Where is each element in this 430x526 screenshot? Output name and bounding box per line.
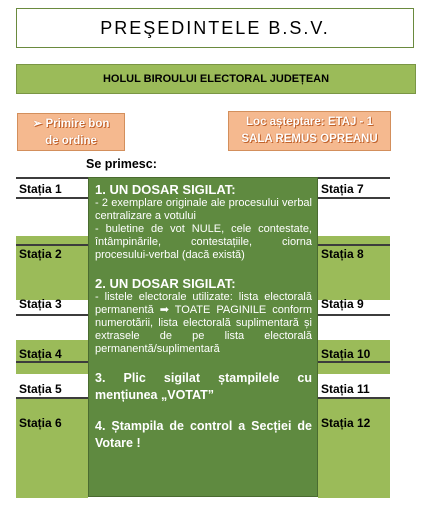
station-4-label: Stația 4 bbox=[19, 347, 62, 361]
station-6-label: Stația 6 bbox=[19, 416, 62, 430]
separator-line bbox=[16, 197, 88, 199]
station-bg bbox=[16, 398, 88, 498]
station-10-label: Stația 10 bbox=[321, 347, 371, 361]
separator-line bbox=[318, 197, 390, 199]
loc-line1: Loc așteptare: ETAJ - 1 bbox=[246, 116, 373, 128]
item2-text-a: - listele electorale utilizate: lista electorală permanentă ➡ TOATE PAGINILE conform numerotării, lista electorală suplimentară și extrasele de pe lista electorală permanentă/suplimentară bbox=[95, 291, 312, 355]
station-1-label: Stația 1 bbox=[19, 182, 62, 196]
item4-text: 4. Ștampila de control a Secției de Votare ! bbox=[95, 419, 312, 450]
page-subtitle: HOLUL BIROULUI ELECTORAL JUDEȚEAN bbox=[16, 64, 416, 94]
station-bg bbox=[318, 398, 390, 498]
separator-line bbox=[318, 314, 390, 316]
station-5-label: Stația 5 bbox=[19, 382, 62, 396]
se-primesc-label: Se primesc: bbox=[86, 157, 157, 171]
item1-text-b: - buletine de vot NULE, cele contestate, întâmpinările, contestațiile, ciorna procesului-verbal (dacă există) bbox=[95, 223, 312, 261]
station-8-label: Stația 8 bbox=[321, 247, 364, 261]
primire-bon-box bbox=[17, 113, 125, 151]
station-7-label: Stația 7 bbox=[321, 182, 364, 196]
station-2-label: Stația 2 bbox=[19, 247, 62, 261]
primire-line1: Primire bon bbox=[45, 118, 110, 130]
station-12-label: Stația 12 bbox=[321, 416, 371, 430]
separator-line bbox=[16, 361, 88, 363]
separator-line bbox=[318, 397, 390, 399]
station-3-label: Stația 3 bbox=[19, 297, 62, 311]
station-11-label: Stația 11 bbox=[321, 382, 370, 396]
primire-line2: de ordine bbox=[45, 135, 97, 147]
station-9-label: Stația 9 bbox=[321, 297, 364, 311]
loc-line2: SALA REMUS OPREANU bbox=[241, 133, 378, 145]
item2-title: 2. UN DOSAR SIGILAT: bbox=[95, 276, 236, 291]
item1-text-a: - 2 exemplare originale ale procesului verbal centralizare a votului bbox=[95, 197, 312, 222]
item1-title: 1. UN DOSAR SIGILAT: bbox=[95, 182, 236, 197]
loc-asteptare-box bbox=[228, 111, 391, 151]
separator-line bbox=[16, 397, 88, 399]
separator-line bbox=[16, 314, 88, 316]
separator-line bbox=[318, 361, 390, 363]
arrow-icon: ➢ bbox=[32, 118, 43, 130]
item3-text: 3. Plic sigilat ștampilele cu mențiunea „VOTAT” bbox=[95, 371, 312, 402]
instructions-panel bbox=[88, 177, 318, 497]
page-title: PREŞEDINTELE B.S.V. bbox=[16, 8, 414, 48]
